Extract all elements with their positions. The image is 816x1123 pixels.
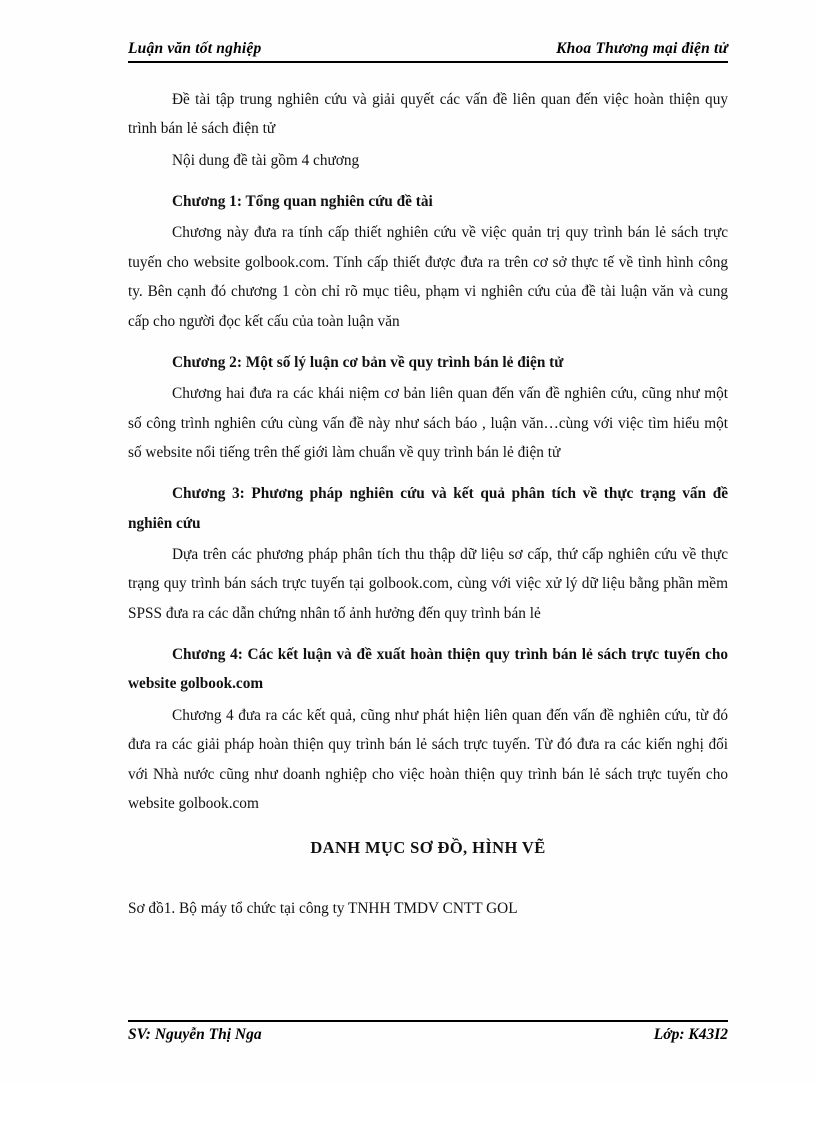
paragraph: Đề tài tập trung nghiên cứu và giải quyết các vấn đề liên quan đến việc hoàn thiện quy trình bán lẻ sách điện tử <box>128 91 728 138</box>
paragraph: Chương hai đưa ra các khái niệm cơ bản liên quan đến vấn đề nghiên cứu, cũng như một số công trình nghiên cứu cùng vấn đề này như sách báo , luận văn…cùng với việc tìm hiểu một số website nổi tiếng trên thế giới làm chuẩn về quy trình bán lẻ điện tử <box>128 385 728 461</box>
section-title: DANH MỤC SƠ ĐỒ, HÌNH VẼ <box>310 838 546 858</box>
paragraph: Dựa trên các phương pháp phân tích thu thập dữ liệu sơ cấp, thứ cấp nghiên cứu về thực trạng quy trình bán sách trực tuyến tại golbook.com, cùng với việc xử lý dữ liệu bằng phần mềm SPSS đưa ra các dẫn chứng nhân tố ảnh hưởng đến quy trình bán lẻ <box>128 546 728 622</box>
page-content <box>128 40 728 923</box>
footer-right-text: Lớp: K43I2 <box>653 1026 728 1043</box>
footer-left-text: SV: Nguyễn Thị Nga <box>128 1026 262 1043</box>
body-text <box>128 85 728 923</box>
page-bottom-margin <box>0 1085 816 1123</box>
chapter-heading-1: Chương 1: Tổng quan nghiên cứu đề tài <box>172 193 433 211</box>
paragraph: Chương 4 đưa ra các kết quả, cũng như phát hiện liên quan đến vấn đề nghiên cứu, từ đó đưa ra các giải pháp hoàn thiện quy trình bán lẻ sách trực tuyến. Từ đó đưa ra các kiến nghị đối với Nhà nước cũng như doanh nghiệp cho việc hoàn thiện quy trình bán lẻ sách trực tuyến cho website golbook.com <box>128 706 728 812</box>
list-item: Sơ đồ1. Bộ máy tổ chức tại công ty TNHH TMDV CNTT GOL <box>128 899 518 917</box>
paragraph: Nội dung đề tài gồm 4 chương <box>172 151 360 169</box>
chapter-heading-3: Chương 3: Phương pháp nghiên cứu và kết quả phân tích về thực trạng vấn đề nghiên cứu <box>128 485 728 532</box>
paragraph: Chương này đưa ra tính cấp thiết nghiên cứu về việc quản trị quy trình bán lẻ sách trực tuyến cho website golbook.com. Tính cấp thiết được đưa ra trên cơ sở thực tế về tình hình công ty. Bên cạnh đó chương 1 còn chỉ rõ mục tiêu, phạm vi nghiên cứu của đề tài luận văn và cung cấp cho người đọc kết cấu của toàn luận văn <box>128 224 728 330</box>
chapter-heading-2: Chương 2: Một số lý luận cơ bản về quy trình bán lẻ điện tử <box>172 353 564 371</box>
running-footer <box>128 1020 728 1044</box>
header-left-text: Luận văn tốt nghiệp <box>128 40 262 57</box>
running-header <box>128 40 728 63</box>
chapter-heading-4: Chương 4: Các kết luận và đề xuất hoàn thiện quy trình bán lẻ sách trực tuyến cho website golbook.com <box>128 646 728 693</box>
header-right-text: Khoa Thương mại điện tử <box>556 40 728 57</box>
